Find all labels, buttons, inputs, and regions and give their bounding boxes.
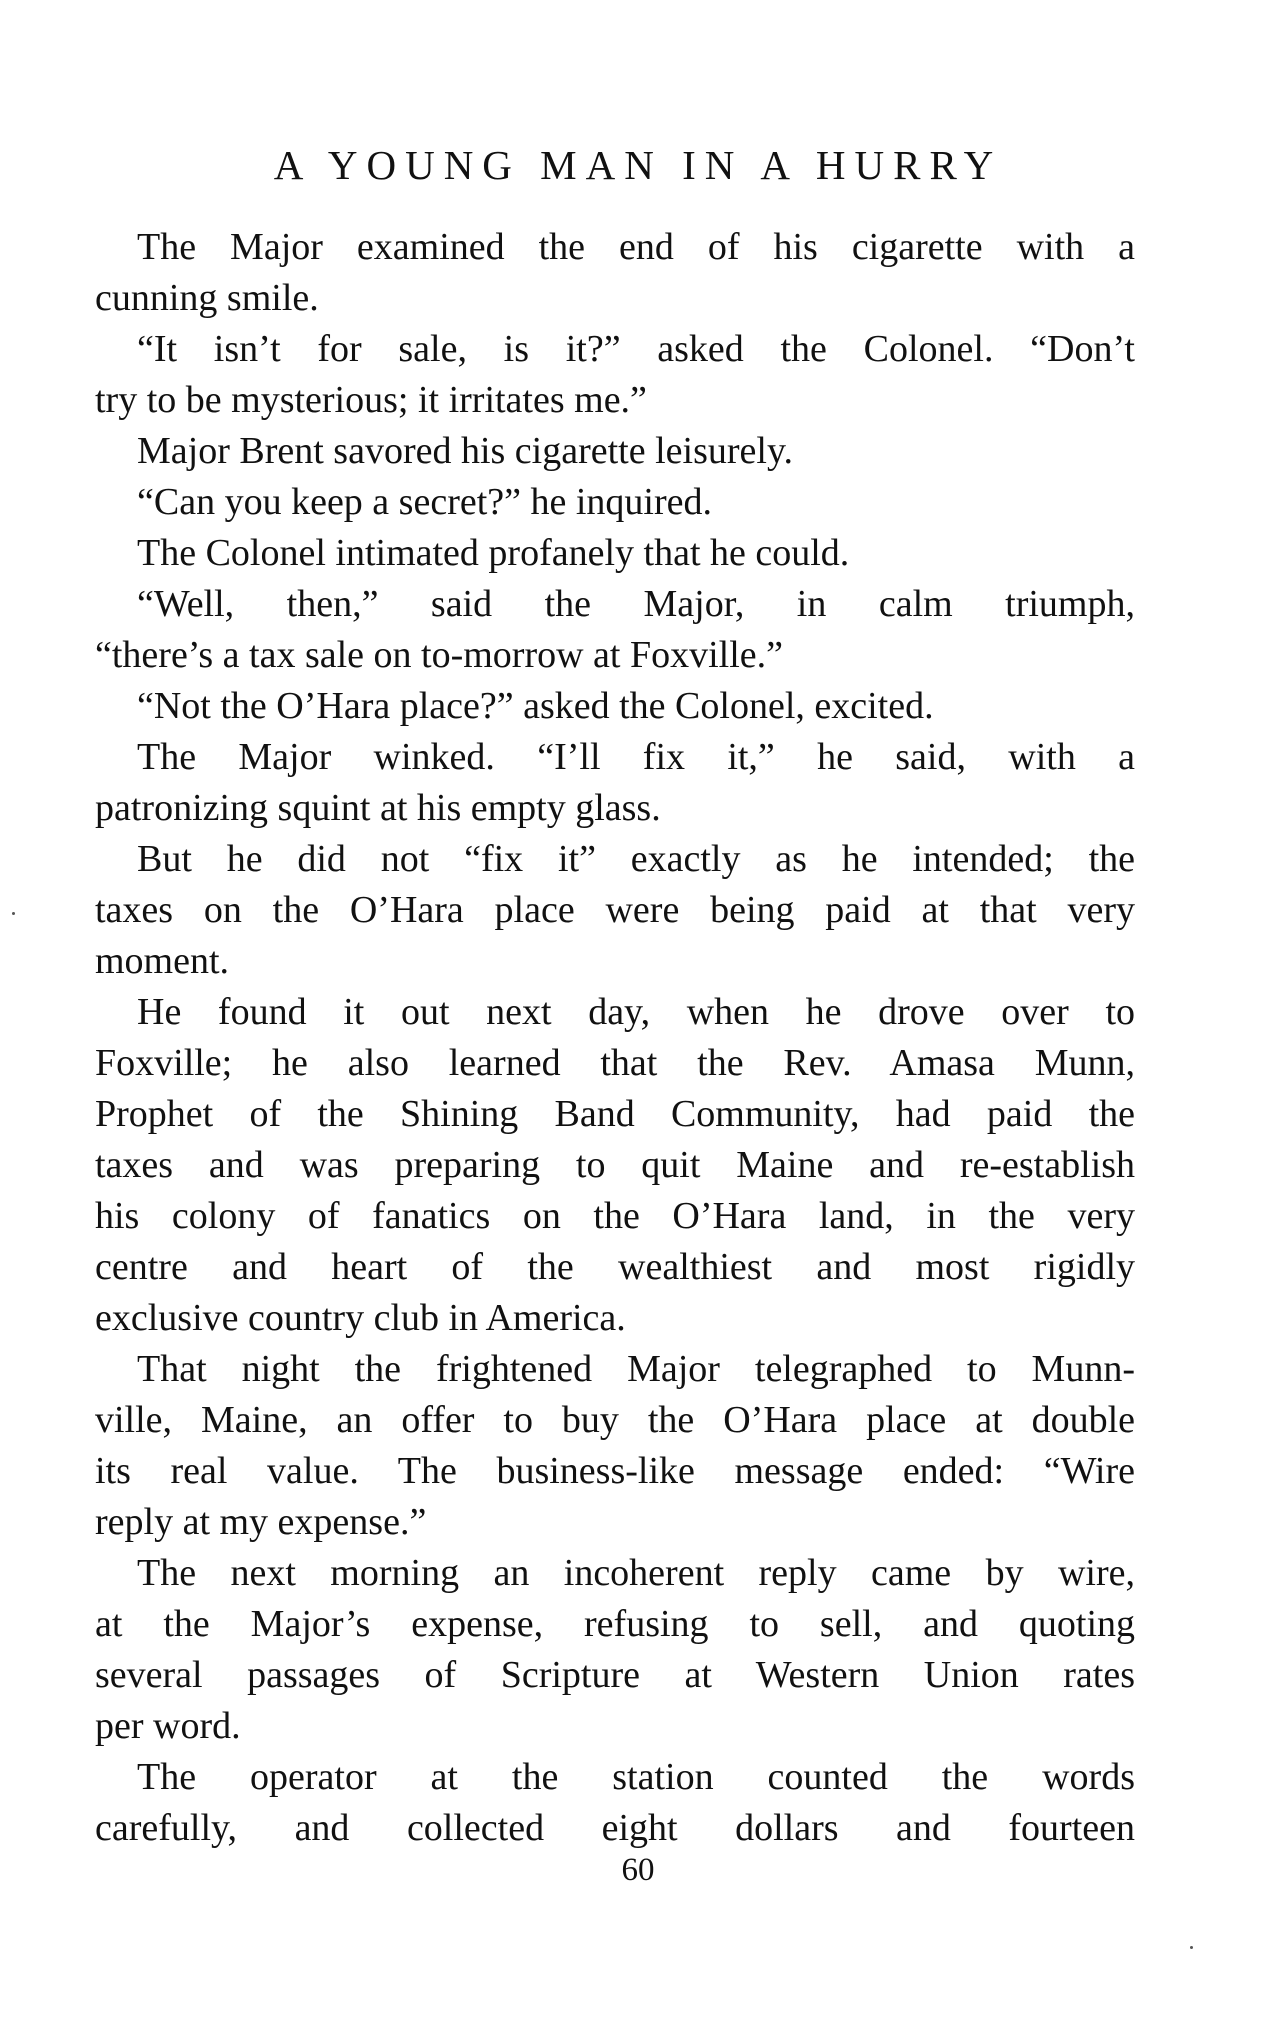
text-line: exclusive country club in America. <box>95 1297 626 1339</box>
text-line: its real value. The business-like message ended: “Wire <box>95 1450 1135 1492</box>
page-number: 60 <box>621 1852 655 1888</box>
text-line: his colony of fanatics on the O’Hara land, in the very <box>95 1195 1135 1237</box>
print-speck <box>1190 1946 1193 1949</box>
text-line: The Major winked. “I’ll fix it,” he said, with a <box>137 736 1135 778</box>
print-speck <box>12 912 15 915</box>
text-line: “Not the O’Hara place?” asked the Colonel, excited. <box>137 685 934 727</box>
text-line: “Well, then,” said the Major, in calm triumph, <box>137 583 1135 625</box>
text-line: patronizing squint at his empty glass. <box>95 787 661 829</box>
text-line: “Can you keep a secret?” he inquired. <box>137 481 713 523</box>
text-line: He found it out next day, when he drove over to <box>137 991 1135 1033</box>
text-line: The next morning an incoherent reply came by wire, <box>137 1552 1135 1594</box>
text-line: The operator at the station counted the words <box>137 1756 1135 1798</box>
text-line: ville, Maine, an offer to buy the O’Hara place at double <box>95 1399 1135 1441</box>
text-line: The Major examined the end of his cigarette with a <box>137 226 1135 268</box>
text-line: “It isn’t for sale, is it?” asked the Colonel. “Don’t <box>137 328 1135 370</box>
text-line: cunning smile. <box>95 277 319 319</box>
body-text <box>95 222 1135 1854</box>
text-line: at the Major’s expense, refusing to sell, and quoting <box>95 1603 1135 1645</box>
text-line: That night the frightened Major telegraphed to Munn- <box>137 1348 1135 1390</box>
text-line: moment. <box>95 940 230 982</box>
running-head: A YOUNG MAN IN A HURRY <box>273 142 1003 188</box>
text-line: per word. <box>95 1705 241 1747</box>
text-line: “there’s a tax sale on to-morrow at Foxville.” <box>95 634 784 676</box>
text-line: reply at my expense.” <box>95 1501 427 1543</box>
text-line: carefully, and collected eight dollars and fourteen <box>95 1807 1135 1849</box>
text-line: Prophet of the Shining Band Community, had paid the <box>95 1093 1135 1135</box>
text-line: taxes and was preparing to quit Maine and re-establish <box>95 1144 1135 1186</box>
text-line: several passages of Scripture at Western Union rates <box>95 1654 1135 1696</box>
text-line: taxes on the O’Hara place were being paid at that very <box>95 889 1135 931</box>
text-line: centre and heart of the wealthiest and most rigidly <box>95 1246 1135 1288</box>
text-line: The Colonel intimated profanely that he could. <box>137 532 850 574</box>
text-line: Major Brent savored his cigarette leisurely. <box>137 430 793 472</box>
text-line: But he did not “fix it” exactly as he intended; the <box>137 838 1135 880</box>
text-line: try to be mysterious; it irritates me.” <box>95 379 647 421</box>
text-line: Foxville; he also learned that the Rev. Amasa Munn, <box>95 1042 1135 1084</box>
